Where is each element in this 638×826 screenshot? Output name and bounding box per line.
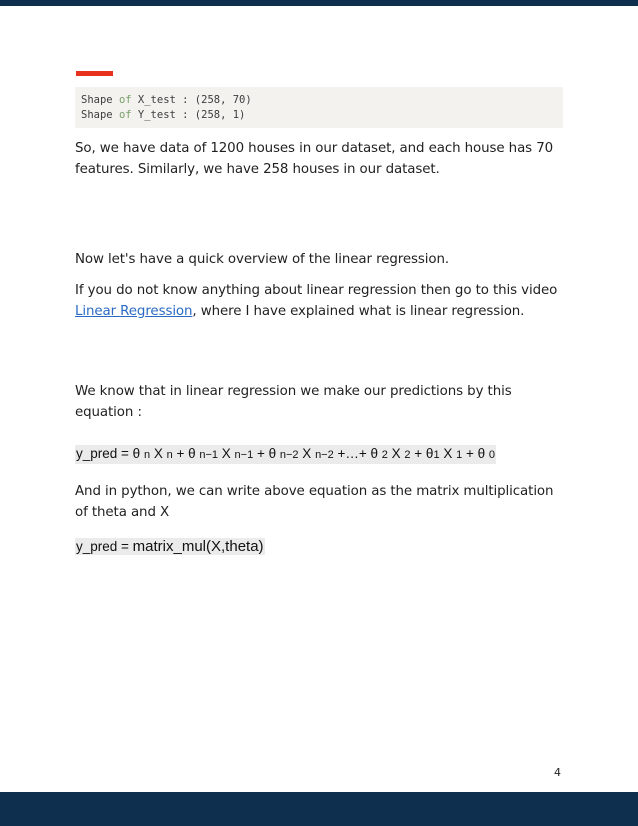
code-text: Shape <box>81 94 119 106</box>
equation-term: X <box>150 446 167 461</box>
equation-subscript: n <box>143 449 151 461</box>
equation-rhs: matrix_mul(X,theta) <box>132 538 264 555</box>
paragraph-dataset-size: So, we have data of 1200 houses in our dataset, and each house has 70 features. Similarly, we have 258 houses in our dataset. <box>75 141 554 177</box>
equation-subscript: 1 <box>433 449 440 461</box>
equation-term: + θ <box>172 446 200 461</box>
code-line <box>81 93 563 108</box>
equation-subscript: n <box>166 449 173 461</box>
paragraph-python-matrix: And in python, we can write above equation as the matrix multiplication of theta and X <box>75 484 554 520</box>
equation-lhs: y_pred = <box>76 539 133 554</box>
equation-lhs: y_pred = <box>76 446 133 461</box>
code-line <box>81 108 563 123</box>
paragraph-prediction-equation: We know that in linear regression we make our predictions by this equation : <box>75 384 512 420</box>
matrix-equation <box>75 538 265 555</box>
bottom-banner-bar <box>0 792 638 826</box>
paragraph-text: If you do not know anything about linear regression then go to this video <box>75 283 558 298</box>
equation-term: +…+ θ <box>333 446 382 461</box>
equation-term: X <box>298 446 316 461</box>
equation-term: X <box>439 446 457 461</box>
equation-subscript: n−2 <box>279 449 299 461</box>
accent-rule <box>76 71 113 76</box>
equation-subscript: 2 <box>404 449 411 461</box>
linear-regression-link[interactable]: Linear Regression <box>75 304 193 319</box>
equation-term: X <box>218 446 235 461</box>
paragraph-overview: Now let's have a quick overview of the linear regression. <box>75 252 449 267</box>
equation-term: + θ <box>462 446 489 461</box>
paragraph-video-reference <box>75 280 563 322</box>
equation-term: + θ <box>410 446 434 461</box>
equation-subscript: n−1 <box>234 449 254 461</box>
code-keyword: of <box>118 94 132 106</box>
prediction-equation <box>75 445 496 464</box>
code-block <box>75 87 563 128</box>
equation-term: + θ <box>253 446 280 461</box>
equation-subscript: 1 <box>456 449 463 461</box>
code-keyword: of <box>118 109 132 121</box>
equation-subscript: n−2 <box>315 449 334 461</box>
page-number: 4 <box>554 766 561 779</box>
equation-subscript: n−1 <box>199 449 219 461</box>
equation-term: X <box>387 446 405 461</box>
code-text: X_test : (258, 70) <box>131 94 252 106</box>
equation-subscript: 0 <box>488 449 495 461</box>
equation-term: θ <box>132 446 144 461</box>
top-banner-bar <box>0 0 638 6</box>
equation-subscript: 2 <box>381 449 388 461</box>
code-text: Shape <box>81 109 119 121</box>
code-text: Y_test : (258, 1) <box>131 109 246 121</box>
paragraph-text: , where I have explained what is linear regression. <box>192 304 525 319</box>
